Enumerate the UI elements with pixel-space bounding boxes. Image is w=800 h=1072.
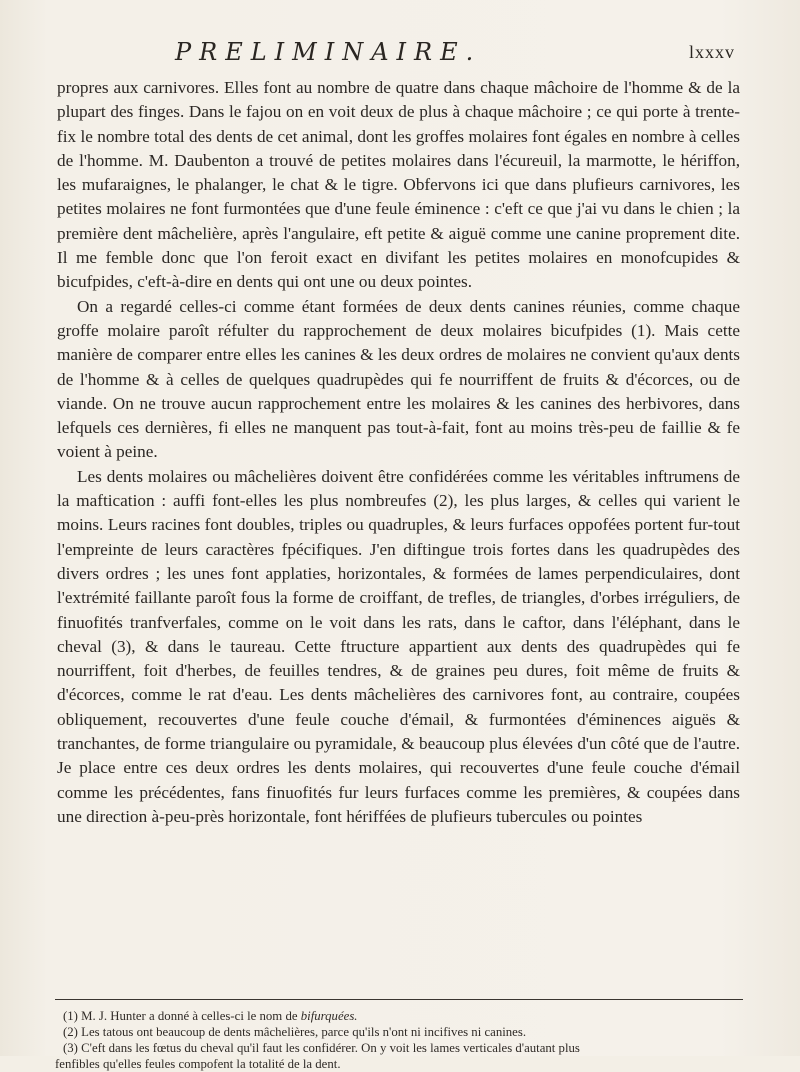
footnote-italic-term: bifurquées. xyxy=(300,1009,358,1023)
footnote-text: Les tatous ont beaucoup de dents mâchelières, parce qu'ils n'ont ni incifives ni canines. xyxy=(81,1025,527,1039)
paragraph: propres aux carnivores. Elles font au nombre de quatre dans chaque mâchoire de l'homme & de la plupart des finges. Dans le fajou on en voit deux de plus à chaque mâchoire ; ce qui porte à trente-fix le nombre total des dents de cet animal, dont les groffes molaires font égales en nombre à celles de l'homme. M. Daubenton a trouvé de petites molaires dans l'écureuil, la marmotte, le hériffon, les mufaraignes, le phalanger, le chat & le tigre. Obfervons ici que dans plufieurs carnivores, les petites molaires ne font furmontées que d'une feule éminence : c'eft ce que j'ai vu dans le chien ; la première dent mâchelière, après l'angulaire, eft petite & aiguë comme une canine proprement dite. Il me femble donc que l'on feroit exact en divifant les petites molaires en monofcupides & bicufpides, c'eft-à-dire en dents qui ont une ou deux pointes. xyxy=(57,78,740,292)
footnotes xyxy=(55,1008,743,1072)
paragraph: On a regardé celles-ci comme étant formées de deux dents canines réunies, comme chaque groffe molaire paroît réfulter du rapprochement de deux molaires bicufpides (1). Mais cette manière de comparer entre elles les canines & les deux ordres de molaires ne convient qu'aux dents de l'homme & à celles de quelques quadrupèdes qui fe nourriffent de fruits & d'écorces, ou de viande. On ne trouve aucun rapprochement entre les molaires & les canines des herbivores, dans lefquels ces dernières, fi elles ne manquent pas tout-à-fait, font au moins très-peu de faillie & fe voient à peine. xyxy=(57,296,740,462)
footnote-divider xyxy=(55,999,743,1000)
running-title: PRELIMINAIRE. xyxy=(175,38,482,66)
body-text xyxy=(57,76,740,829)
footnote xyxy=(55,1008,743,1024)
footnote-mark: (2) xyxy=(63,1025,78,1039)
footnote-mark: (1) xyxy=(63,1009,78,1023)
footnote xyxy=(55,1040,743,1056)
footnote-text: M. J. Hunter a donné à celles-ci le nom de xyxy=(81,1009,298,1023)
footnote-mark: (3) xyxy=(63,1041,78,1055)
footnote-text: fenfibles qu'elles feules compofent la totalité de la dent. xyxy=(55,1057,341,1071)
footnote xyxy=(55,1024,743,1040)
page-header xyxy=(175,38,735,68)
footnote-continuation xyxy=(55,1056,743,1072)
paragraph: Les dents molaires ou mâchelières doivent être confidérées comme les véritables inftrumens de la maftication : auffi font-elles les plus nombreufes (2), les plus larges, & celles qui varient le moins. Leurs racines font doubles, triples ou quadruples, & leurs furfaces oppofées portent fur-tout l'empreinte de leurs caractères fpécifiques. J'en diftingue trois fortes dans les quadrupèdes des divers ordres ; les unes font applaties, horizontales, & formées de lames perpendiculaires, dont l'extrémité faillante paroît fous la forme de croiffant, de trefles, de triangles, d'orbes irréguliers, de finuofités tranfverfales, comme on le voit dans les rats, dans le caftor, dans l'éléphant, dans le cheval (3), & dans le taureau. Cette ftructure appartient aux dents des quadrupèdes qui fe nourriffent, foit d'herbes, de feuilles tendres, & de graines peu dures, foit même de fruits & d'écorces, comme le rat d'eau. Les dents mâchelières des carnivores font, au contraire, coupées obliquement, recouvertes d'une feule couche d'émail, & furmontées d'éminences aiguës & tranchantes, de forme triangulaire ou pyramidale, & beaucoup plus élevées d'un côté que de l'autre. Je place entre ces deux ordres les dents molaires, qui recouvertes d'une feule couche d'émail comme les précédentes, fans finuofités fur leurs furfaces comme les premières, & coupées dans une direction à-peu-près horizontale, font hériffées de plufieurs tubercules ou pointes xyxy=(57,466,740,826)
footnote-text: C'eft dans les fœtus du cheval qu'il faut les confidérer. On y voit les lames verticales d'autant plus xyxy=(81,1041,580,1055)
page-number: lxxxv xyxy=(688,42,735,62)
